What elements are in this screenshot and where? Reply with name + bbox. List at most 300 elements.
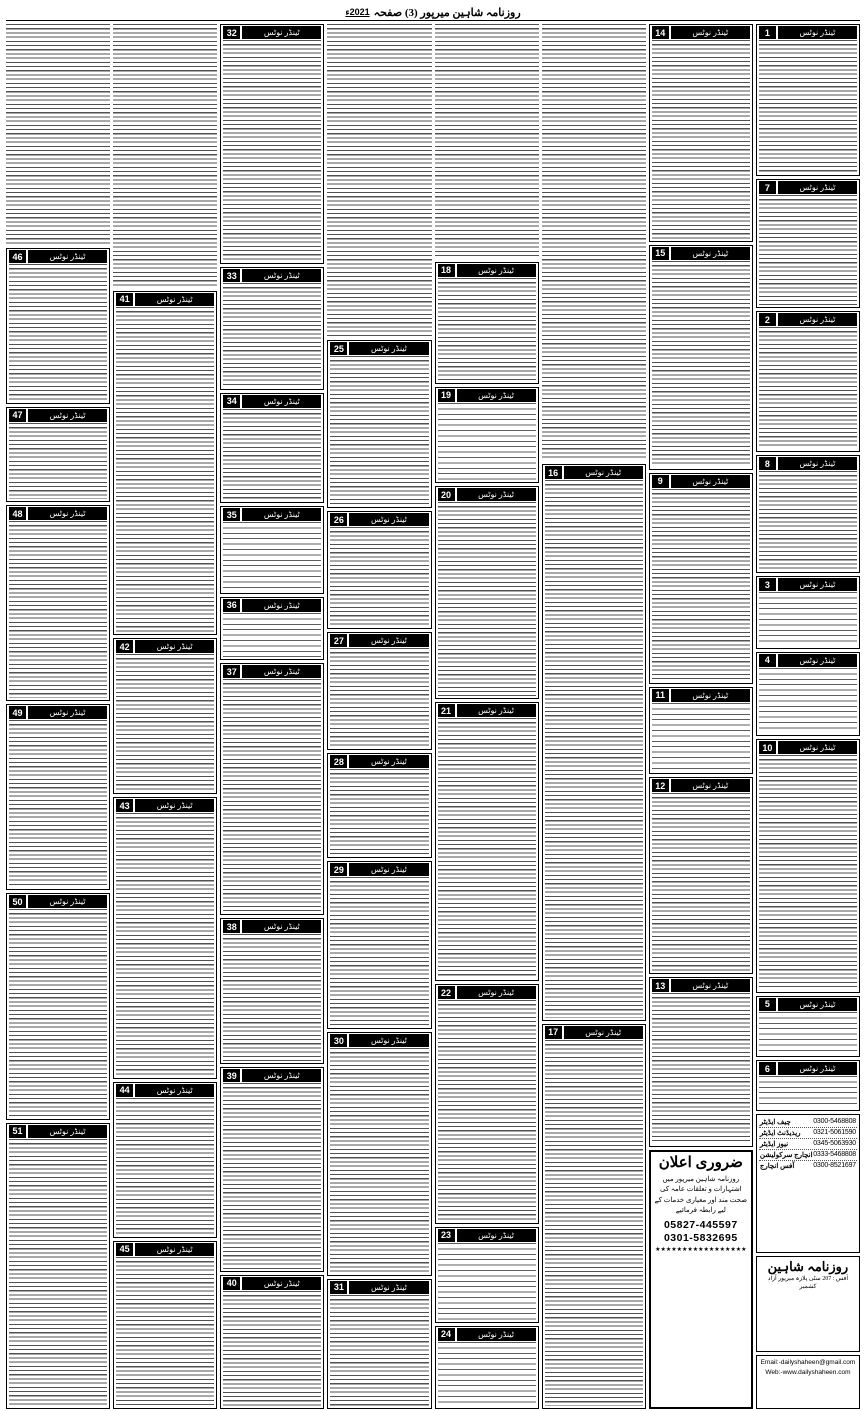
ad-title: ٹینڈر نوٹس: [564, 466, 643, 479]
ad-body-text: [9, 264, 107, 401]
ad-body-text: [545, 480, 643, 1017]
ad-header: [759, 181, 857, 194]
ad-body-text: [113, 24, 217, 288]
ad-number-badge: 32: [223, 26, 240, 39]
classified-ad-14[interactable]: [649, 24, 753, 242]
ad-number-badge: 27: [330, 634, 347, 647]
ad-header: [9, 250, 107, 263]
ad-number-badge: 22: [438, 986, 455, 999]
ad-title: ٹینڈر نوٹس: [671, 979, 750, 992]
ad-number-badge: 17: [545, 1026, 562, 1039]
classified-ad-42[interactable]: [113, 638, 217, 794]
notice-phone[interactable]: 0301-5832695: [663, 1232, 738, 1245]
ad-header: [330, 1281, 428, 1294]
classified-ad-25[interactable]: [327, 340, 431, 508]
classified-ad-46[interactable]: [6, 248, 110, 404]
column-4: [435, 24, 539, 1409]
ad-body-text: [435, 24, 539, 259]
ad-title: ٹینڈر نوٹس: [671, 26, 750, 39]
ad-body-text: [330, 877, 428, 1026]
ad-number-badge: 50: [9, 895, 26, 908]
masthead-title: روزنامہ شاہین میرپور (3) صفحہ: [373, 6, 521, 19]
ad-title: ٹینڈر نوٹس: [457, 488, 536, 501]
classified-ad-43[interactable]: [113, 797, 217, 1079]
ad-title: ٹینڈر نوٹس: [349, 513, 428, 526]
classified-ad-2[interactable]: [756, 311, 860, 452]
ad-header: [759, 457, 857, 470]
classified-ad-3[interactable]: [756, 576, 860, 649]
ad-header: [759, 313, 857, 326]
ad-body-text: [9, 423, 107, 499]
ad-title: ٹینڈر نوٹس: [457, 264, 536, 277]
ad-title: ٹینڈر نوٹس: [242, 1069, 321, 1082]
contact-row: [759, 1150, 857, 1161]
ad-number-badge: 28: [330, 755, 347, 768]
ad-body-text: [9, 909, 107, 1116]
ad-number-badge: 45: [116, 1243, 133, 1256]
classified-ad-5[interactable]: [756, 996, 860, 1058]
ad-title: ٹینڈر نوٹس: [28, 1125, 107, 1138]
classified-ad-29[interactable]: [327, 861, 431, 1029]
ad-body-text: [330, 356, 428, 505]
classified-ad-4[interactable]: [756, 652, 860, 736]
ad-header: [330, 342, 428, 355]
important-notice: [649, 1150, 753, 1409]
contact-role: چیف ایڈیٹر: [759, 1117, 791, 1126]
ad-number-badge: 42: [116, 640, 133, 653]
contact-role: نیوز ایڈیٹر: [759, 1139, 789, 1148]
ad-number-badge: 18: [438, 264, 455, 277]
ad-title: ٹینڈر نوٹس: [457, 986, 536, 999]
ad-body-text: [759, 592, 857, 646]
classified-ad-47[interactable]: [6, 407, 110, 502]
notice-phone[interactable]: 05827-445597: [663, 1218, 738, 1231]
ad-body-text: [223, 40, 321, 261]
ad-header: [759, 1062, 857, 1075]
classified-ad-26[interactable]: [327, 511, 431, 629]
classified-ad-9[interactable]: [649, 473, 753, 684]
ad-title: ٹینڈر نوٹس: [778, 457, 857, 470]
classified-ad-19[interactable]: [435, 387, 539, 483]
ad-header: [652, 689, 750, 702]
ad-title: ٹینڈر نوٹس: [778, 741, 857, 754]
ad-title: ٹینڈر نوٹس: [242, 269, 321, 282]
classified-ad-16[interactable]: [542, 464, 646, 1020]
contact-row: [759, 1139, 857, 1150]
ad-number-badge: 49: [9, 706, 26, 719]
ad-header: [652, 779, 750, 792]
classified-ad-48[interactable]: [6, 505, 110, 701]
ad-header: [759, 998, 857, 1011]
ad-header: [9, 409, 107, 422]
ad-title: ٹینڈر نوٹس: [135, 799, 214, 812]
ad-title: ٹینڈر نوٹس: [135, 1084, 214, 1097]
ad-title: ٹینڈر نوٹس: [135, 293, 214, 306]
classified-ad-39[interactable]: [220, 1067, 324, 1272]
ad-title: ٹینڈر نوٹس: [457, 1328, 536, 1341]
ad-header: [438, 488, 536, 501]
ad-title: ٹینڈر نوٹس: [778, 313, 857, 326]
column-7: [113, 24, 217, 1409]
ad-header: [9, 706, 107, 719]
ad-number-badge: 7: [759, 181, 776, 194]
ad-title: ٹینڈر نوٹس: [778, 181, 857, 194]
ad-body-text: [9, 521, 107, 698]
contact-row: [759, 1117, 857, 1128]
ad-body-text: [223, 522, 321, 590]
contact-role: ریذیڈنٹ ایڈیٹر: [759, 1128, 801, 1137]
classified-ad-45[interactable]: [113, 1241, 217, 1409]
ad-title: ٹینڈر نوٹس: [349, 634, 428, 647]
ad-title: ٹینڈر نوٹس: [778, 578, 857, 591]
contact-row: [759, 1161, 857, 1171]
classified-ad-35[interactable]: [220, 506, 324, 593]
ad-body-text: [759, 1012, 857, 1055]
classifieds-grid: [6, 24, 860, 1409]
masthead-date: 2021ء: [345, 6, 370, 17]
ad-body-text: [652, 261, 750, 467]
ad-title: ٹینڈر نوٹس: [671, 689, 750, 702]
ad-header: [116, 1243, 214, 1256]
ad-title: ٹینڈر نوٹس: [242, 1277, 321, 1290]
ad-body-text: [330, 1295, 428, 1406]
ad-header: [438, 1229, 536, 1242]
classified-ad-continued[interactable]: [435, 24, 539, 259]
classified-ad-34[interactable]: [220, 393, 324, 504]
ad-header: [652, 979, 750, 992]
ad-body-text: [223, 409, 321, 501]
ad-body-text: [545, 1040, 643, 1406]
ad-header: [116, 293, 214, 306]
ad-number-badge: 4: [759, 654, 776, 667]
classified-ad-32[interactable]: [220, 24, 324, 264]
ad-body-text: [9, 720, 107, 887]
ad-header: [223, 395, 321, 408]
ad-title: ٹینڈر نوٹس: [457, 1229, 536, 1242]
classified-ad-17[interactable]: [542, 1024, 646, 1409]
classified-ad-44[interactable]: [113, 1082, 217, 1238]
ad-header: [652, 26, 750, 39]
column-2: [649, 24, 753, 1409]
classified-ad-10[interactable]: [756, 739, 860, 993]
ad-number-badge: 16: [545, 466, 562, 479]
ad-body-text: [652, 703, 750, 771]
ad-title: ٹینڈر نوٹس: [135, 1243, 214, 1256]
ad-number-badge: 13: [652, 979, 669, 992]
ad-header: [223, 1069, 321, 1082]
ad-body-text: [116, 813, 214, 1076]
ad-body-text: [330, 1048, 428, 1272]
column-8: [6, 24, 110, 1409]
ad-header: [330, 513, 428, 526]
ad-body-text: [438, 1243, 536, 1320]
ad-number-badge: 19: [438, 389, 455, 402]
ad-body-text: [759, 195, 857, 305]
ad-title: ٹینڈر نوٹس: [778, 654, 857, 667]
ad-body-text: [223, 613, 321, 658]
ad-header: [9, 1125, 107, 1138]
ad-body-text: [652, 793, 750, 971]
classified-ad-33[interactable]: [220, 267, 324, 390]
ad-header: [652, 247, 750, 260]
ad-number-badge: 2: [759, 313, 776, 326]
ad-header: [759, 26, 857, 39]
column-3: [542, 24, 646, 1409]
ad-number-badge: 47: [9, 409, 26, 422]
ad-body-text: [223, 283, 321, 387]
paper-office-address: آفس : 207 سٹی پلازہ میرپور آزاد کشمیر: [767, 1276, 849, 1290]
notice-phone-numbers[interactable]: [653, 1219, 749, 1246]
ad-header: [438, 389, 536, 402]
ad-title: ٹینڈر نوٹس: [28, 706, 107, 719]
column-5: [327, 24, 431, 1409]
ad-title: ٹینڈر نوٹس: [778, 998, 857, 1011]
ad-title: ٹینڈر نوٹس: [564, 1026, 643, 1039]
ad-body-text: [327, 24, 431, 337]
ad-header: [438, 264, 536, 277]
ad-body-text: [116, 654, 214, 791]
ad-number-badge: 20: [438, 488, 455, 501]
ad-number-badge: 9: [652, 475, 669, 488]
ad-number-badge: 39: [223, 1069, 240, 1082]
classified-ad-51[interactable]: [6, 1123, 110, 1409]
ad-body-text: [116, 307, 214, 632]
ad-body-text: [9, 1139, 107, 1406]
ad-header: [223, 269, 321, 282]
ad-body-text: [759, 755, 857, 990]
classified-ad-27[interactable]: [327, 632, 431, 750]
decorative-stars: ★★★★★★★★★★★★★★★★★: [655, 1246, 747, 1253]
ad-body-text: [330, 527, 428, 626]
ad-body-text: [542, 24, 646, 461]
ad-number-badge: 5: [759, 998, 776, 1011]
ad-title: ٹینڈر نوٹس: [242, 395, 321, 408]
classified-ad-continued[interactable]: [542, 24, 646, 461]
notice-title: ضروری اعلان: [658, 1155, 743, 1172]
ad-body-text: [759, 668, 857, 733]
contact-phone: 0333-5468808: [813, 1150, 856, 1158]
ad-header: [759, 578, 857, 591]
ad-number-badge: 44: [116, 1084, 133, 1097]
classified-ad-40[interactable]: [220, 1275, 324, 1409]
ad-title: ٹینڈر نوٹس: [457, 704, 536, 717]
ad-number-badge: 40: [223, 1277, 240, 1290]
ad-header: [223, 26, 321, 39]
ad-number-badge: 12: [652, 779, 669, 792]
masthead: [6, 4, 860, 21]
ad-title: ٹینڈر نوٹس: [349, 342, 428, 355]
ad-title: ٹینڈر نوٹس: [349, 755, 428, 768]
ad-body-text: [223, 1083, 321, 1269]
ad-title: ٹینڈر نوٹس: [671, 779, 750, 792]
ad-number-badge: 33: [223, 269, 240, 282]
ad-header: [223, 599, 321, 612]
ad-header: [223, 665, 321, 678]
classified-ad-continued[interactable]: [6, 24, 110, 245]
contact-directory: [756, 1114, 860, 1253]
ad-body-text: [759, 327, 857, 449]
ad-number-badge: 8: [759, 457, 776, 470]
column-1: [756, 24, 860, 1409]
contact-phone: 0345-5063930: [813, 1139, 856, 1147]
website-text[interactable]: Web:-www.dailyshaheen.com: [765, 1369, 851, 1376]
ad-number-badge: 3: [759, 578, 776, 591]
ad-number-badge: 30: [330, 1034, 347, 1047]
ad-title: ٹینڈر نوٹس: [671, 475, 750, 488]
ad-number-badge: 36: [223, 599, 240, 612]
contact-phone: 0300-5468808: [813, 1117, 856, 1125]
classified-ad-50[interactable]: [6, 893, 110, 1119]
ad-header: [438, 704, 536, 717]
ad-body-text: [438, 718, 536, 978]
ad-header: [223, 1277, 321, 1290]
ad-title: ٹینڈر نوٹس: [778, 1062, 857, 1075]
classified-ad-24[interactable]: [435, 1326, 539, 1409]
contact-role: آفس انچارج: [759, 1161, 795, 1170]
ad-header: [330, 634, 428, 647]
ad-header: [223, 920, 321, 933]
ad-title: ٹینڈر نوٹس: [28, 250, 107, 263]
classified-ad-20[interactable]: [435, 486, 539, 699]
classified-ad-23[interactable]: [435, 1227, 539, 1323]
classified-ad-28[interactable]: [327, 753, 431, 858]
ad-header: [652, 475, 750, 488]
ad-number-badge: 41: [116, 293, 133, 306]
ad-body-text: [759, 1076, 857, 1107]
ad-number-badge: 25: [330, 342, 347, 355]
notice-subtitle: روزنامہ شاہین میرپور میں اشتہارات و تعلقات عامہ کی صحت مند اور معیاری خدمات کے لیے رابطہ فرمائیے: [654, 1174, 748, 1215]
ad-number-badge: 23: [438, 1229, 455, 1242]
classified-ad-21[interactable]: [435, 702, 539, 981]
ad-title: ٹینڈر نوٹس: [28, 895, 107, 908]
ad-title: ٹینڈر نوٹس: [457, 389, 536, 402]
classified-ad-30[interactable]: [327, 1032, 431, 1275]
ad-header: [438, 986, 536, 999]
ad-title: ٹینڈر نوٹس: [242, 920, 321, 933]
contact-role: انچارج سرکولیشن: [759, 1150, 813, 1159]
ad-body-text: [652, 489, 750, 681]
ad-header: [330, 755, 428, 768]
ad-number-badge: 51: [9, 1125, 26, 1138]
ad-header: [9, 507, 107, 520]
ad-title: ٹینڈر نوٹس: [242, 599, 321, 612]
classified-ad-1[interactable]: [756, 24, 860, 176]
ad-number-badge: 26: [330, 513, 347, 526]
ad-body-text: [652, 993, 750, 1144]
ad-body-text: [223, 934, 321, 1061]
email-text[interactable]: Email:-dailyshaheen@gmail.com: [760, 1359, 856, 1367]
classified-ad-36[interactable]: [220, 597, 324, 661]
ad-title: ٹینڈر نوٹس: [135, 640, 214, 653]
column-6: [220, 24, 324, 1409]
ad-header: [116, 640, 214, 653]
classified-ad-12[interactable]: [649, 777, 753, 974]
ad-number-badge: 29: [330, 863, 347, 876]
ad-body-text: [6, 24, 110, 245]
ad-body-text: [438, 1342, 536, 1406]
ad-body-text: [438, 278, 536, 381]
classified-ad-37[interactable]: [220, 663, 324, 915]
ad-number-badge: 37: [223, 665, 240, 678]
ad-header: [223, 508, 321, 521]
ad-number-badge: 1: [759, 26, 776, 39]
classified-ad-continued[interactable]: [113, 24, 217, 288]
ad-number-badge: 24: [438, 1328, 455, 1341]
classified-ad-18[interactable]: [435, 262, 539, 384]
ad-number-badge: 48: [9, 507, 26, 520]
ad-header: [545, 466, 643, 479]
contact-email-web[interactable]: [756, 1355, 860, 1409]
classified-ad-7[interactable]: [756, 179, 860, 308]
classified-ad-continued[interactable]: [327, 24, 431, 337]
ad-number-badge: 31: [330, 1281, 347, 1294]
paper-logo: [756, 1256, 860, 1352]
contact-phone: 0321-5061590: [813, 1128, 856, 1136]
ad-title: ٹینڈر نوٹس: [242, 508, 321, 521]
ad-header: [9, 895, 107, 908]
ad-body-text: [438, 1000, 536, 1221]
ad-number-badge: 34: [223, 395, 240, 408]
ad-body-text: [759, 471, 857, 570]
ad-number-badge: 38: [223, 920, 240, 933]
ad-title: ٹینڈر نوٹس: [242, 26, 321, 39]
ad-number-badge: 10: [759, 741, 776, 754]
ad-number-badge: 35: [223, 508, 240, 521]
ad-number-badge: 21: [438, 704, 455, 717]
ad-header: [759, 741, 857, 754]
classified-ad-31[interactable]: [327, 1279, 431, 1409]
ad-number-badge: 6: [759, 1062, 776, 1075]
classified-ad-6[interactable]: [756, 1060, 860, 1110]
classified-ad-15[interactable]: [649, 245, 753, 470]
ad-title: ٹینڈر نوٹس: [349, 1281, 428, 1294]
ad-title: ٹینڈر نوٹس: [28, 507, 107, 520]
paper-logo-name: روزنامہ شاہین: [767, 1258, 849, 1274]
ad-body-text: [223, 1291, 321, 1406]
classified-ad-38[interactable]: [220, 918, 324, 1064]
ad-header: [330, 1034, 428, 1047]
ad-body-text: [438, 502, 536, 696]
ad-body-text: [116, 1257, 214, 1406]
ad-header: [545, 1026, 643, 1039]
ad-title: ٹینڈر نوٹس: [28, 409, 107, 422]
ad-title: ٹینڈر نوٹس: [778, 26, 857, 39]
contact-phone: 0300-8521697: [813, 1161, 856, 1169]
ad-body-text: [223, 679, 321, 912]
ad-title: ٹینڈر نوٹس: [671, 247, 750, 260]
classified-ad-41[interactable]: [113, 291, 217, 635]
classified-ad-8[interactable]: [756, 455, 860, 573]
ad-number-badge: 15: [652, 247, 669, 260]
ad-number-badge: 43: [116, 799, 133, 812]
ad-title: ٹینڈر نوٹس: [242, 665, 321, 678]
ad-number-badge: 14: [652, 26, 669, 39]
ad-title: ٹینڈر نوٹس: [349, 1034, 428, 1047]
ad-number-badge: 11: [652, 689, 669, 702]
ad-body-text: [330, 648, 428, 747]
ad-body-text: [759, 40, 857, 173]
ad-body-text: [116, 1098, 214, 1235]
ad-body-text: [652, 40, 750, 239]
ad-body-text: [438, 403, 536, 480]
ad-title: ٹینڈر نوٹس: [349, 863, 428, 876]
ad-header: [438, 1328, 536, 1341]
classified-ad-11[interactable]: [649, 687, 753, 774]
ad-body-text: [330, 769, 428, 855]
classified-ad-49[interactable]: [6, 704, 110, 890]
classified-ad-13[interactable]: [649, 977, 753, 1147]
classified-ad-22[interactable]: [435, 984, 539, 1224]
